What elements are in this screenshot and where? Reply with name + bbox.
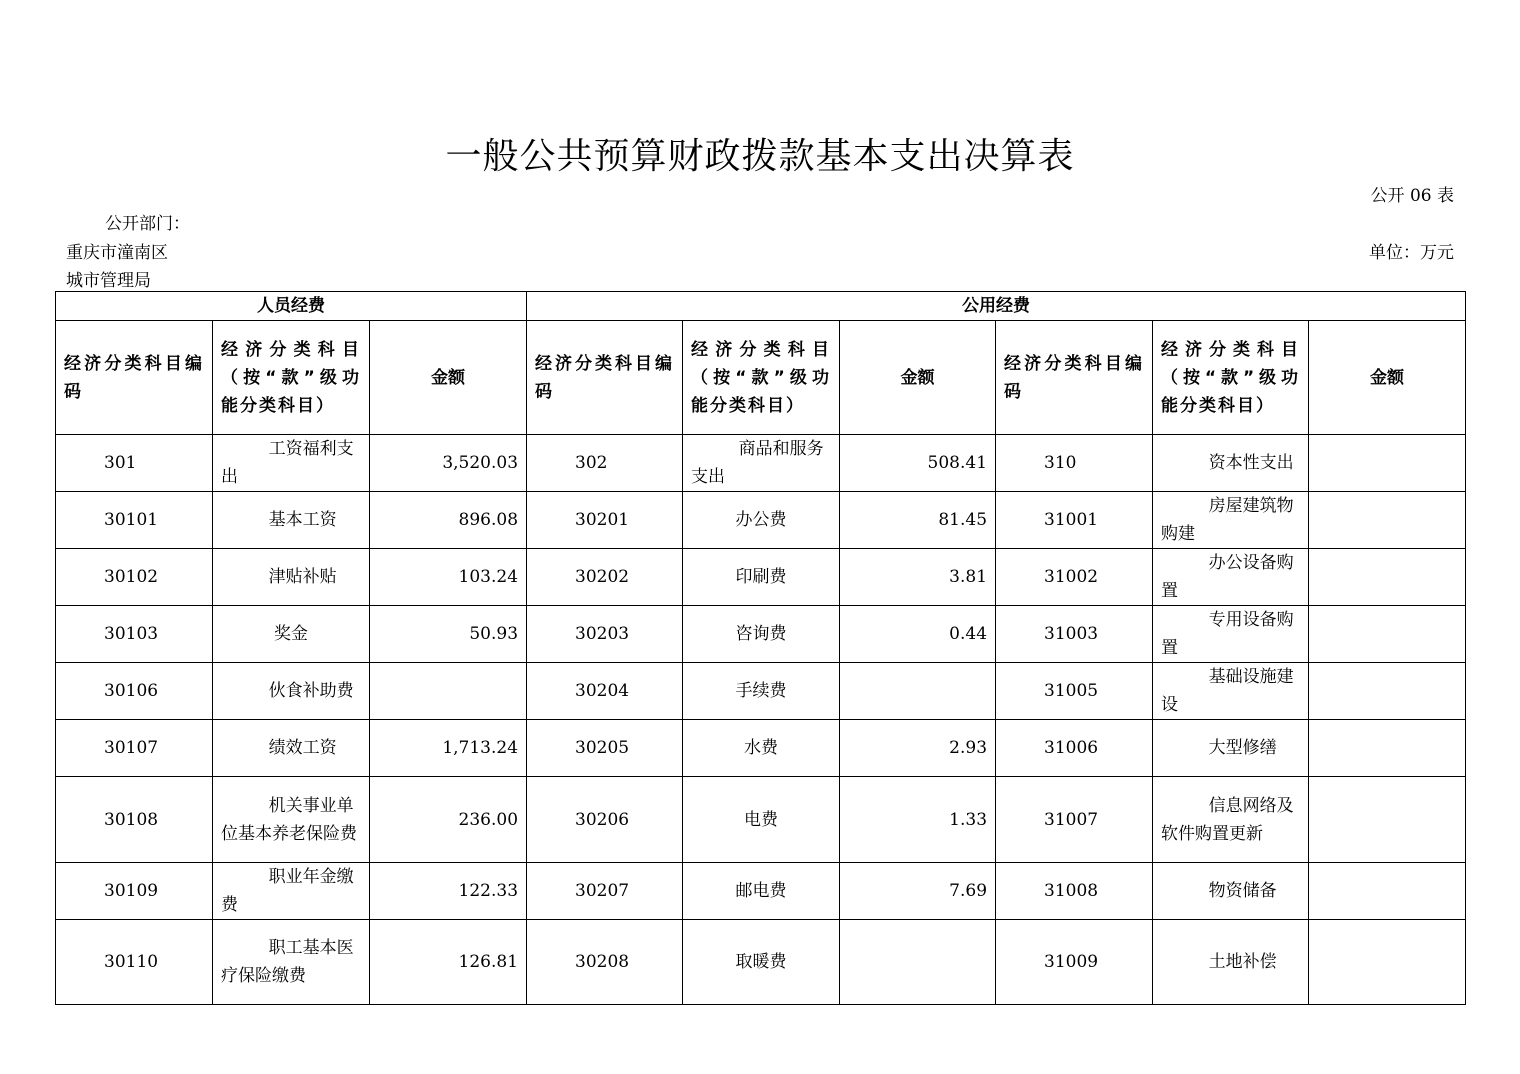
personnel-amount-cell: 896.08 <box>370 492 527 549</box>
personnel-code-cell: 30110 <box>56 920 213 1005</box>
personnel-code-cell: 30109 <box>56 863 213 920</box>
public-code-cell: 30201 <box>527 492 683 549</box>
capital-amount-cell <box>1309 777 1466 863</box>
public-amount-cell: 7.69 <box>840 863 996 920</box>
public-code-cell: 30205 <box>527 720 683 777</box>
personnel-code-cell: 30103 <box>56 606 213 663</box>
capital-name-cell: 资本性支出 <box>1153 435 1309 492</box>
capital-amount-cell <box>1309 720 1466 777</box>
personnel-name-cell: 机关事业单位基本养老保险费 <box>213 777 370 863</box>
capital-code-cell: 31008 <box>996 863 1153 920</box>
capital-code-cell: 31009 <box>996 920 1153 1005</box>
capital-name-cell: 信息网络及软件购置更新 <box>1153 777 1309 863</box>
department-label: 公开部门： <box>105 214 190 234</box>
personnel-amount-cell <box>370 663 527 720</box>
capital-amount-cell <box>1309 492 1466 549</box>
public-name-cell: 办公费 <box>683 492 840 549</box>
header-amount-personnel: 金额 <box>370 321 527 435</box>
public-code-cell: 30207 <box>527 863 683 920</box>
capital-code-cell: 310 <box>996 435 1153 492</box>
personnel-name-cell: 工资福利支出 <box>213 435 370 492</box>
personnel-code-cell: 30107 <box>56 720 213 777</box>
capital-code-cell: 31002 <box>996 549 1153 606</box>
capital-amount-cell <box>1309 549 1466 606</box>
public-amount-cell: 0.44 <box>840 606 996 663</box>
personnel-amount-cell: 103.24 <box>370 549 527 606</box>
public-amount-cell: 2.93 <box>840 720 996 777</box>
public-amount-cell: 3.81 <box>840 549 996 606</box>
group-public-header: 公用经费 <box>527 292 1466 321</box>
capital-name-cell: 大型修缮 <box>1153 720 1309 777</box>
group-personnel-header: 人员经费 <box>56 292 527 321</box>
public-name-cell: 咨询费 <box>683 606 840 663</box>
personnel-amount-cell: 50.93 <box>370 606 527 663</box>
public-name-cell: 取暖费 <box>683 920 840 1005</box>
header-code-public: 经济分类科目编码 <box>527 321 683 435</box>
table-row <box>56 777 1466 863</box>
group-header-row <box>56 292 1466 321</box>
table-row <box>56 549 1466 606</box>
capital-code-cell: 31005 <box>996 663 1153 720</box>
unit-label: 单位：万元 <box>1369 243 1454 263</box>
capital-amount-cell <box>1309 435 1466 492</box>
table-row <box>56 863 1466 920</box>
public-name-cell: 手续费 <box>683 663 840 720</box>
personnel-name-cell: 奖金 <box>213 606 370 663</box>
capital-code-cell: 31006 <box>996 720 1153 777</box>
personnel-amount-cell: 126.81 <box>370 920 527 1005</box>
public-code-cell: 30203 <box>527 606 683 663</box>
public-amount-cell: 508.41 <box>840 435 996 492</box>
personnel-name-cell: 职业年金缴费 <box>213 863 370 920</box>
personnel-code-cell: 301 <box>56 435 213 492</box>
capital-amount-cell <box>1309 606 1466 663</box>
public-name-cell: 邮电费 <box>683 863 840 920</box>
capital-name-cell: 物资储备 <box>1153 863 1309 920</box>
table-row <box>56 720 1466 777</box>
personnel-amount-cell: 122.33 <box>370 863 527 920</box>
capital-name-cell: 基础设施建设 <box>1153 663 1309 720</box>
department-name-line2: 城市管理局 <box>66 271 151 291</box>
personnel-name-cell: 伙食补助费 <box>213 663 370 720</box>
header-amount-capital: 金额 <box>1309 321 1466 435</box>
public-name-cell: 电费 <box>683 777 840 863</box>
header-code-personnel: 经济分类科目编码 <box>56 321 213 435</box>
personnel-name-cell: 津贴补贴 <box>213 549 370 606</box>
capital-amount-cell <box>1309 920 1466 1005</box>
capital-name-cell: 土地补偿 <box>1153 920 1309 1005</box>
capital-code-cell: 31001 <box>996 492 1153 549</box>
table-row <box>56 492 1466 549</box>
header-amount-public: 金额 <box>840 321 996 435</box>
capital-amount-cell <box>1309 663 1466 720</box>
public-code-cell: 30204 <box>527 663 683 720</box>
expenditure-table <box>55 291 1466 1005</box>
table-row <box>56 606 1466 663</box>
page-title: 一般公共预算财政拨款基本支出决算表 <box>445 136 1075 177</box>
capital-name-cell: 办公设备购置 <box>1153 549 1309 606</box>
personnel-code-cell: 30106 <box>56 663 213 720</box>
personnel-name-cell: 基本工资 <box>213 492 370 549</box>
public-amount-cell <box>840 663 996 720</box>
header-code-capital: 经济分类科目编码 <box>996 321 1153 435</box>
personnel-code-cell: 30108 <box>56 777 213 863</box>
capital-name-cell: 专用设备购置 <box>1153 606 1309 663</box>
public-code-cell: 30206 <box>527 777 683 863</box>
personnel-amount-cell: 3,520.03 <box>370 435 527 492</box>
public-amount-cell: 1.33 <box>840 777 996 863</box>
header-name-personnel: 经济分类科目（按“款”级功能分类科目） <box>213 321 370 435</box>
public-name-cell: 商品和服务支出 <box>683 435 840 492</box>
public-code-cell: 302 <box>527 435 683 492</box>
header-name-capital: 经济分类科目（按“款”级功能分类科目） <box>1153 321 1309 435</box>
personnel-name-cell: 绩效工资 <box>213 720 370 777</box>
public-amount-cell: 81.45 <box>840 492 996 549</box>
form-number: 公开 06 表 <box>1370 186 1454 206</box>
department-name-line1: 重庆市潼南区 <box>66 243 168 263</box>
public-name-cell: 水费 <box>683 720 840 777</box>
public-code-cell: 30202 <box>527 549 683 606</box>
public-name-cell: 印刷费 <box>683 549 840 606</box>
capital-code-cell: 31003 <box>996 606 1153 663</box>
header-name-public: 经济分类科目（按“款”级功能分类科目） <box>683 321 840 435</box>
personnel-code-cell: 30101 <box>56 492 213 549</box>
table-row <box>56 435 1466 492</box>
personnel-amount-cell: 1,713.24 <box>370 720 527 777</box>
capital-code-cell: 31007 <box>996 777 1153 863</box>
public-amount-cell <box>840 920 996 1005</box>
personnel-name-cell: 职工基本医疗保险缴费 <box>213 920 370 1005</box>
capital-amount-cell <box>1309 863 1466 920</box>
public-code-cell: 30208 <box>527 920 683 1005</box>
table-row <box>56 663 1466 720</box>
personnel-amount-cell: 236.00 <box>370 777 527 863</box>
table-row <box>56 920 1466 1005</box>
personnel-code-cell: 30102 <box>56 549 213 606</box>
capital-name-cell: 房屋建筑物购建 <box>1153 492 1309 549</box>
column-header-row <box>56 321 1466 435</box>
